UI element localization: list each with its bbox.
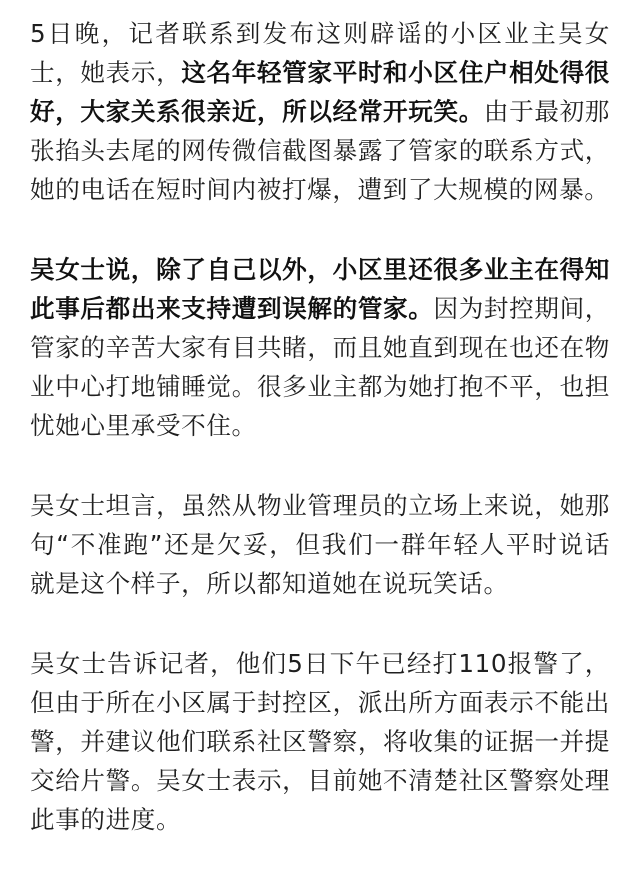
paragraph-1-text-tail: 由于最初那张掐头去尾的网传微信截图暴露了管家的联系方式，她的电话在短时间内被打爆，遭到了大规模的网暴。 bbox=[30, 97, 610, 204]
paragraph-2-bold-text: 吴女士说，除了自己以外，小区里还很多业主在得知此事后都出来支持遭到误解的管家。 bbox=[30, 255, 610, 323]
paragraph-3-text: 吴女士坦言，虽然从物业管理员的立场上来说，她那句“不准跑”还是欠妥，但我们一群年轻人平时说话就是这个样子，所以都知道她在说玩笑话。 bbox=[30, 491, 610, 598]
paragraph-2 bbox=[30, 250, 610, 445]
paragraph-3 bbox=[30, 486, 610, 603]
paragraph-1-text: 5日晚，记者联系到发布这则辟谣的小区业主吴女士，她表示， bbox=[30, 19, 610, 87]
paragraph-1-bold-text: 这名年轻管家平时和小区住户相处得很好，大家关系很亲近，所以经常开玩笑。 bbox=[30, 58, 610, 126]
paragraph-1 bbox=[30, 14, 610, 209]
paragraph-4 bbox=[30, 644, 610, 839]
paragraph-2-text: 因为封控期间，管家的辛苦大家有目共睹，而且她直到现在也还在物业中心打地铺睡觉。很多业主都为她打抱不平，也担忧她心里承受不住。 bbox=[30, 294, 611, 440]
paragraph-4-text: 吴女士告诉记者，他们5日下午已经打110报警了，但由于所在小区属于封控区，派出所方面表示不能出警，并建议他们联系社区警察，将收集的证据一并提交给片警。吴女士表示，目前她不清楚社区警察处理此事的进度。 bbox=[30, 649, 610, 834]
